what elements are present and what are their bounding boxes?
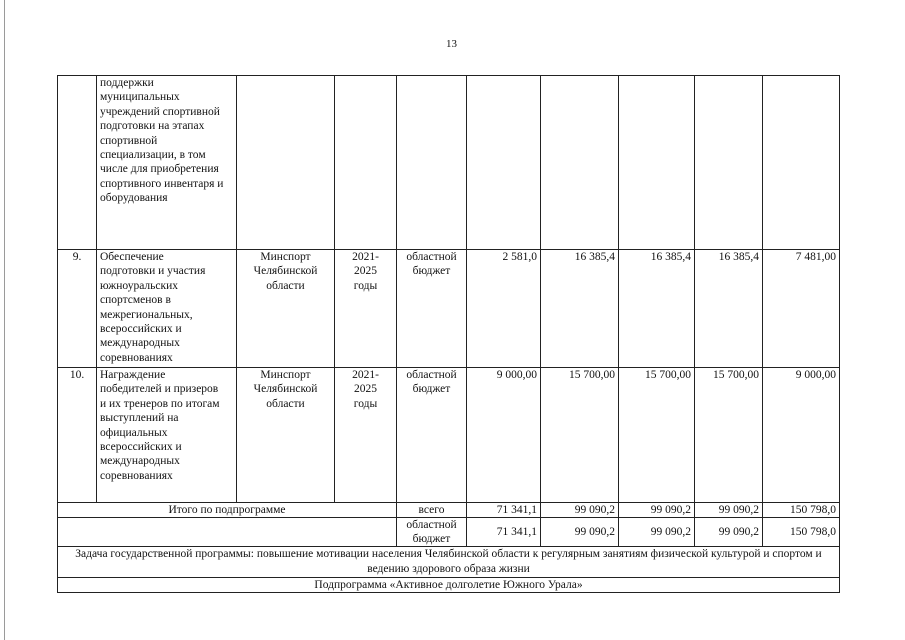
- program-table: [57, 75, 840, 593]
- value-cell: [467, 76, 541, 250]
- row-number-cell: 10.: [58, 368, 97, 503]
- subprogram-row: [58, 578, 840, 593]
- activity-name-cell: [97, 76, 237, 250]
- source-cell: областной бюджет: [397, 368, 467, 503]
- period-cell: [335, 250, 397, 368]
- executor-cell: [237, 76, 335, 250]
- period-cell: [335, 368, 397, 503]
- total-value-cell: 99 090,2: [695, 503, 763, 518]
- value-cell: 16 385,4: [619, 250, 695, 368]
- activity-name-cell: [97, 250, 237, 368]
- value-cell: 9 000,00: [467, 368, 541, 503]
- value-cell: 15 700,00: [695, 368, 763, 503]
- executor-cell: [237, 368, 335, 503]
- total-value-cell: 71 341,1: [467, 503, 541, 518]
- source-cell: областной бюджет: [397, 250, 467, 368]
- total-row-all: [58, 503, 840, 518]
- value-cell: [695, 76, 763, 250]
- value-cell: 9 000,00: [763, 368, 840, 503]
- executor-cell: [237, 250, 335, 368]
- total-value-cell: 99 090,2: [619, 503, 695, 518]
- table-row-10: [58, 368, 840, 503]
- value-cell: 16 385,4: [541, 250, 619, 368]
- value-cell: [619, 76, 695, 250]
- total-value-cell: 71 341,1: [467, 518, 541, 547]
- page-number: 13: [446, 38, 457, 50]
- activity-name-text: Обеспечение подготовки и участия южноуральских спортсменов в межрегиональных, всероссийских и международных соревнованиях: [100, 251, 206, 364]
- total-value-cell: 99 090,2: [541, 503, 619, 518]
- scan-edge-line: [4, 0, 5, 640]
- table-row-continuation: [58, 76, 840, 250]
- value-cell: 15 700,00: [541, 368, 619, 503]
- value-cell: 15 700,00: [619, 368, 695, 503]
- executor-text: Минспорт Челябинской области: [253, 369, 318, 410]
- value-cell: 16 385,4: [695, 250, 763, 368]
- row-number-cell: 9.: [58, 250, 97, 368]
- period-text: 2021-2025 годы: [352, 251, 379, 292]
- period-text: 2021-2025 годы: [352, 369, 379, 410]
- total-source-cell: всего: [397, 503, 467, 518]
- value-cell: 2 581,0: [467, 250, 541, 368]
- source-cell: [397, 76, 467, 250]
- subprogram-title-cell: Подпрограмма «Активное долголетие Южного Урала»: [58, 578, 840, 593]
- total-value-cell: 150 798,0: [763, 518, 840, 547]
- table-row-9: [58, 250, 840, 368]
- task-row: [58, 547, 840, 578]
- program-task-cell: Задача государственной программы: повышение мотивации населения Челябинской области к регулярным занятиям физической культурой и спортом и ведению здорового образа жизни: [58, 547, 840, 578]
- total-value-cell: 99 090,2: [619, 518, 695, 547]
- activity-name-text: поддержки муниципальных учреждений спортивной подготовки на этапах спортивной специализации, в том числе для приобретения спортивного инвентаря и оборудования: [100, 77, 224, 205]
- activity-name-cell: [97, 368, 237, 503]
- total-value-cell: 99 090,2: [541, 518, 619, 547]
- total-value-cell: 99 090,2: [695, 518, 763, 547]
- subprogram-total-label: Итого по подпрограмме: [58, 503, 397, 518]
- total-value-cell: 150 798,0: [763, 503, 840, 518]
- empty-label-cell: [58, 518, 397, 547]
- activity-name-text: Награждение победителей и призеров и их тренеров по итогам выступлений на официальных всероссийских и международных соревнованиях: [100, 369, 220, 482]
- total-source-cell: областной бюджет: [397, 518, 467, 547]
- total-row-regional: [58, 518, 840, 547]
- value-cell: [763, 76, 840, 250]
- value-cell: [541, 76, 619, 250]
- period-cell: [335, 76, 397, 250]
- executor-text: Минспорт Челябинской области: [253, 251, 318, 292]
- row-number-cell: [58, 76, 97, 250]
- value-cell: 7 481,00: [763, 250, 840, 368]
